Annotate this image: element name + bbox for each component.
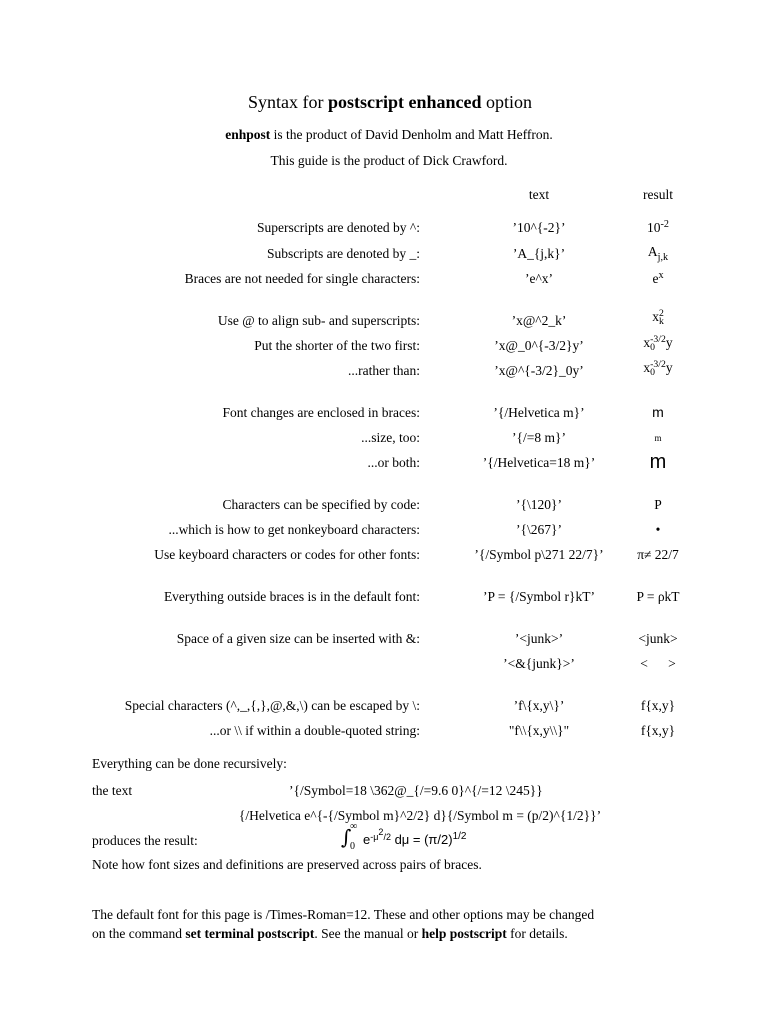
header-result: result bbox=[643, 187, 673, 202]
row-code: ’e^x’ bbox=[524, 271, 554, 286]
credit-line-2 bbox=[271, 153, 508, 169]
result-rho: P = ρkT bbox=[636, 589, 680, 604]
row-desc: Subscripts are denoted by _: bbox=[267, 246, 420, 261]
row-code: ’x@^2_k’ bbox=[511, 313, 567, 328]
row-desc: ...or both: bbox=[367, 455, 420, 470]
row-desc: ...or \\ if within a double-quoted string: bbox=[209, 723, 420, 738]
row-code: ’{\267}’ bbox=[516, 522, 562, 537]
row-code: ’{/Symbol p\271 22/7}’ bbox=[474, 547, 604, 562]
result-junk: <junk> bbox=[638, 631, 678, 646]
row-code: ’{/=8 m}’ bbox=[512, 430, 566, 445]
row-desc: ...rather than: bbox=[348, 363, 420, 378]
row-desc: Use @ to align sub- and superscripts: bbox=[217, 313, 420, 328]
row-code: ’f\{x,y\}’ bbox=[513, 698, 565, 713]
the-text-label: the text bbox=[92, 783, 133, 798]
result-rather-than: x-3/2 0 y bbox=[643, 358, 673, 378]
note-text: Note how font sizes and definitions are preserved across pairs of braces. bbox=[92, 857, 482, 872]
integral-upper: ∞ bbox=[350, 821, 358, 832]
result-large-m: m bbox=[649, 451, 667, 473]
recursive-code-line-1: ’{/Symbol=18 \362@_{/=9.6 0}^{/=12 \245}} bbox=[289, 783, 543, 798]
row-desc: Characters can be specified by code: bbox=[222, 497, 420, 512]
result-escape-1: f{x,y} bbox=[640, 698, 676, 713]
integral-sign: ∫ bbox=[341, 825, 352, 849]
result-subscript: $A_{j,k}$ bbox=[647, 244, 669, 263]
result-code-char: P bbox=[654, 497, 662, 512]
row-desc: Put the shorter of the two first: bbox=[254, 338, 420, 353]
row-code: "f\\{x,y\\}" bbox=[508, 723, 570, 738]
recursive-intro: Everything can be done recursively: bbox=[92, 756, 287, 771]
row-code: ’{\120}’ bbox=[516, 497, 562, 512]
result-single: $e^x$ bbox=[652, 269, 664, 286]
sup-sub-stack: 2 k bbox=[658, 307, 664, 327]
credit-line-1 bbox=[225, 127, 552, 143]
result-escape-2: f{x,y} bbox=[640, 723, 676, 738]
row-desc: Everything outside braces is in the default font: bbox=[163, 589, 420, 604]
sup-sub-stack: -3/2 0 bbox=[650, 358, 666, 378]
row-desc: Space of a given size can be inserted with &: bbox=[176, 631, 420, 646]
title-bold: postscript enhanced bbox=[327, 92, 482, 112]
row-code: ’<&{junk}>’ bbox=[503, 656, 575, 671]
row-desc: Superscripts are denoted by ^: bbox=[256, 220, 420, 235]
title-suffix: option bbox=[481, 92, 533, 112]
e-base: e bbox=[363, 832, 371, 847]
footer-line-2: on the command set terminal postscript. See the manual or help postscript for details. bbox=[92, 926, 568, 941]
header-text: text bbox=[528, 187, 550, 202]
row-code: ’{/Helvetica=18 m}’ bbox=[482, 455, 596, 470]
half-exponent: 1/2 bbox=[452, 831, 467, 842]
result-small-m: m bbox=[654, 433, 662, 443]
recursive-code-line-2: {/Helvetica e^{-{/Symbol m}^2/2} d}{/Symbol m = (p/2)^{1/2}}’ bbox=[238, 808, 602, 823]
integral-lower: 0 bbox=[350, 841, 355, 852]
result-superscript: $10^{-2}$ bbox=[647, 218, 669, 235]
dmu-expression: dμ = (π/2) bbox=[390, 832, 453, 847]
result-align: x2 k bbox=[652, 307, 664, 327]
row-desc: ...size, too: bbox=[361, 430, 420, 445]
row-code: ’P = {/Symbol r}kT’ bbox=[483, 589, 595, 604]
credit-text: This guide is the product of Dick Crawford. bbox=[270, 153, 508, 168]
produces-label: produces the result: bbox=[92, 833, 198, 848]
row-code: ’<junk>’ bbox=[514, 631, 564, 646]
row-code: ’10^{-2}’ bbox=[512, 220, 566, 235]
footer-line-1: The default font for this page is /Times-Roman=12. These and other options may be changed bbox=[92, 907, 595, 922]
page-title bbox=[248, 92, 532, 113]
result-helvetica-m: m bbox=[652, 404, 664, 420]
result-bullet: • bbox=[655, 522, 661, 537]
row-code: ’x@_0^{-3/2}y’ bbox=[494, 338, 584, 353]
row-desc: ...which is how to get nonkeyboard characters: bbox=[168, 522, 420, 537]
result-pi: π≠ 22/7 bbox=[637, 547, 679, 562]
row-code: ’x@^{-3/2}_0y’ bbox=[494, 363, 584, 378]
sup-sub-stack: -3/2 0 bbox=[650, 333, 666, 353]
row-desc: Use keyboard characters or codes for other fonts: bbox=[154, 547, 420, 562]
row-desc: Special characters (^,_,{,},@,&,\) can be escaped by \: bbox=[124, 698, 420, 713]
row-desc: Font changes are enclosed in braces: bbox=[222, 405, 420, 420]
credit-text: is the product of David Denholm and Matt Heffron. bbox=[270, 127, 553, 142]
result-junk-space: < > bbox=[640, 656, 676, 671]
result-shorter-first: x-3/2 0 y bbox=[643, 333, 673, 353]
row-code: ’{/Helvetica m}’ bbox=[493, 405, 585, 420]
title-prefix: Syntax for bbox=[247, 92, 328, 112]
credit-bold: enhpost bbox=[225, 127, 271, 142]
e-exponent: -μ2/2 bbox=[370, 827, 391, 842]
row-desc: Braces are not needed for single characters: bbox=[184, 271, 420, 286]
row-code: ’A_{j,k}’ bbox=[512, 246, 566, 261]
